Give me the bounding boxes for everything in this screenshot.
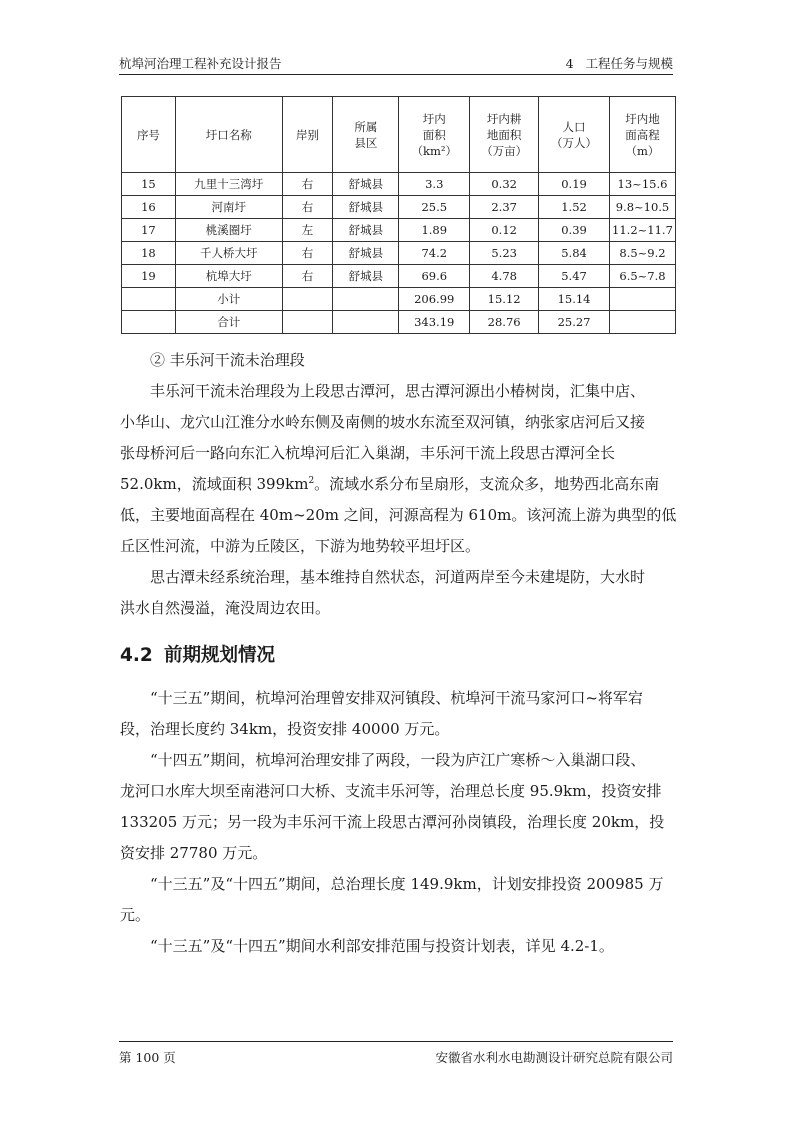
col-header: 岸别 [282,97,333,173]
table-cell: 3.3 [399,173,470,196]
paragraph-line: 张母桥河后一路向东汇入杭埠河后汇入巢湖，丰乐河干流上段思古潭河全长 [120,444,616,462]
subtotal-population: 15.14 [539,288,610,311]
subtotal-farmland: 15.12 [470,288,539,311]
col-header: 圩口名称 [175,97,282,173]
table-cell: 69.6 [399,265,470,288]
section-number: 4.2 [120,645,153,666]
header-report-title: 杭埠河治理工程补充设计报告 [119,56,282,71]
table-cell: 8.5~9.2 [609,242,675,265]
col-header: 所属 县区 [333,97,399,173]
table-cell: 右 [282,173,333,196]
table-cell: 9.8~10.5 [609,196,675,219]
col-header: 序号 [122,97,176,173]
paragraph-line [120,469,680,500]
table-cell: 5.84 [539,242,610,265]
table-cell: 千人桥大圩 [175,242,282,265]
paragraph-line: 元。 [120,906,151,924]
table-cell: 0.12 [470,219,539,242]
page-footer [119,1041,673,1068]
table-cell: 桃溪圈圩 [175,219,282,242]
paragraph-line: “十三五”期间，杭埠河治理曾安排双河镇段、杭埠河干流马家河口~将军宕 [150,689,643,707]
table-cell: 18 [122,242,176,265]
total-label: 合计 [175,311,282,334]
table-cell: 1.52 [539,196,610,219]
table-cell: 16 [122,196,176,219]
paragraph-line: “十三五”及“十四五”期间，总治理长度 149.9km，计划安排投资 200985 万 [150,875,664,893]
footer-company: 安徽省水利水电勘测设计研究总院有限公司 [435,1050,673,1065]
table-cell: 河南圩 [175,196,282,219]
table-cell: 6.5~7.8 [609,265,675,288]
table-cell: 0.32 [470,173,539,196]
section-heading [120,641,275,667]
table-cell: 2.37 [470,196,539,219]
paragraph-line: 丰乐河干流未治理段为上段思古潭河，思古潭河源出小椿树岗，汇集中店、 [150,382,646,400]
table-cell: 25.5 [399,196,470,219]
table-cell: 右 [282,196,333,219]
paragraph-line: 段，治理长度约 34km，投资安排 40000 万元。 [120,720,450,738]
table-cell: 舒城县 [333,265,399,288]
paragraph-line: 资安排 27780 万元。 [120,844,268,862]
paragraph-line: “十四五”期间，杭埠河治理安排了两段，一段为庐江广寒桥～入巢湖口段、 [150,751,646,769]
superscript: 2 [308,476,315,486]
paragraph-line: 龙河口水库大坝至南港河口大桥、支流丰乐河等，治理总长度 95.9km，投资安排 [120,782,662,800]
table-cell: 4.78 [470,265,539,288]
table-cell: 左 [282,219,333,242]
col-header: 人口 （万人） [539,97,610,173]
section-title: 前期规划情况 [164,645,276,666]
text-span: 52.0km，流域面积 399km [120,475,309,493]
table-cell: 74.2 [399,242,470,265]
paragraph-line: 丘区性河流，中游为丘陵区，下游为地势较平坦圩区。 [120,537,481,555]
table-cell: 0.19 [539,173,610,196]
paragraph-line: “十三五”及“十四五”期间水利部安排范围与投资计划表，详见 4.2-1。 [150,937,614,955]
col-header: 圩内耕 地面积 （万亩） [470,97,539,173]
col-header: 圩内 面积 （km²） [399,97,470,173]
table-cell: 11.2~11.7 [609,219,675,242]
paragraph-line: 小华山、龙穴山江淮分水岭东侧及南侧的坡水东流至双河镇，纳张家店河后又接 [120,413,646,431]
paragraph-line: 思古潭未经系统治理，基本维持自然状态，河道两岸至今未建堤防，大水时 [150,568,646,586]
table-cell: 19 [122,265,176,288]
subheading-fengle-river: ② 丰乐河干流未治理段 [150,351,305,369]
table-cell: 15 [122,173,176,196]
table-cell: 右 [282,265,333,288]
total-area: 343.19 [399,311,470,334]
table-cell: 5.47 [539,265,610,288]
subtotal-area: 206.99 [399,288,470,311]
paragraph-line: 133205 万元；另一段为丰乐河干流上段思古潭河孙岗镇段，治理长度 20km，投 [120,813,665,831]
paragraph-line: 洪水自然漫溢，淹没周边农田。 [120,599,331,617]
table-cell: 0.39 [539,219,610,242]
text-span: 。流域水系分布呈扇形，支流众多，地势西北高东南 [314,475,660,493]
table-cell: 13~15.6 [609,173,675,196]
table-cell: 17 [122,219,176,242]
table-cell: 杭埠大圩 [175,265,282,288]
table-cell: 5.23 [470,242,539,265]
body-text [120,0,680,1040]
table-cell: 舒城县 [333,242,399,265]
table-cell: 舒城县 [333,219,399,242]
table-cell: 舒城县 [333,196,399,219]
table-cell: 九里十三湾圩 [175,173,282,196]
total-population: 25.27 [539,311,610,334]
subtotal-label: 小计 [175,288,282,311]
total-farmland: 28.76 [470,311,539,334]
page-number: 第 100 页 [119,1050,176,1065]
table-cell: 舒城县 [333,173,399,196]
paragraph-line: 低，主要地面高程在 40m~20m 之间，河源高程为 610m。该河流上游为典型的低 [120,506,677,524]
table-cell: 右 [282,242,333,265]
header-chapter-title: 4 工程任务与规模 [565,56,673,71]
col-header: 圩内地 面高程 （m） [609,97,675,173]
table-cell: 1.89 [399,219,470,242]
